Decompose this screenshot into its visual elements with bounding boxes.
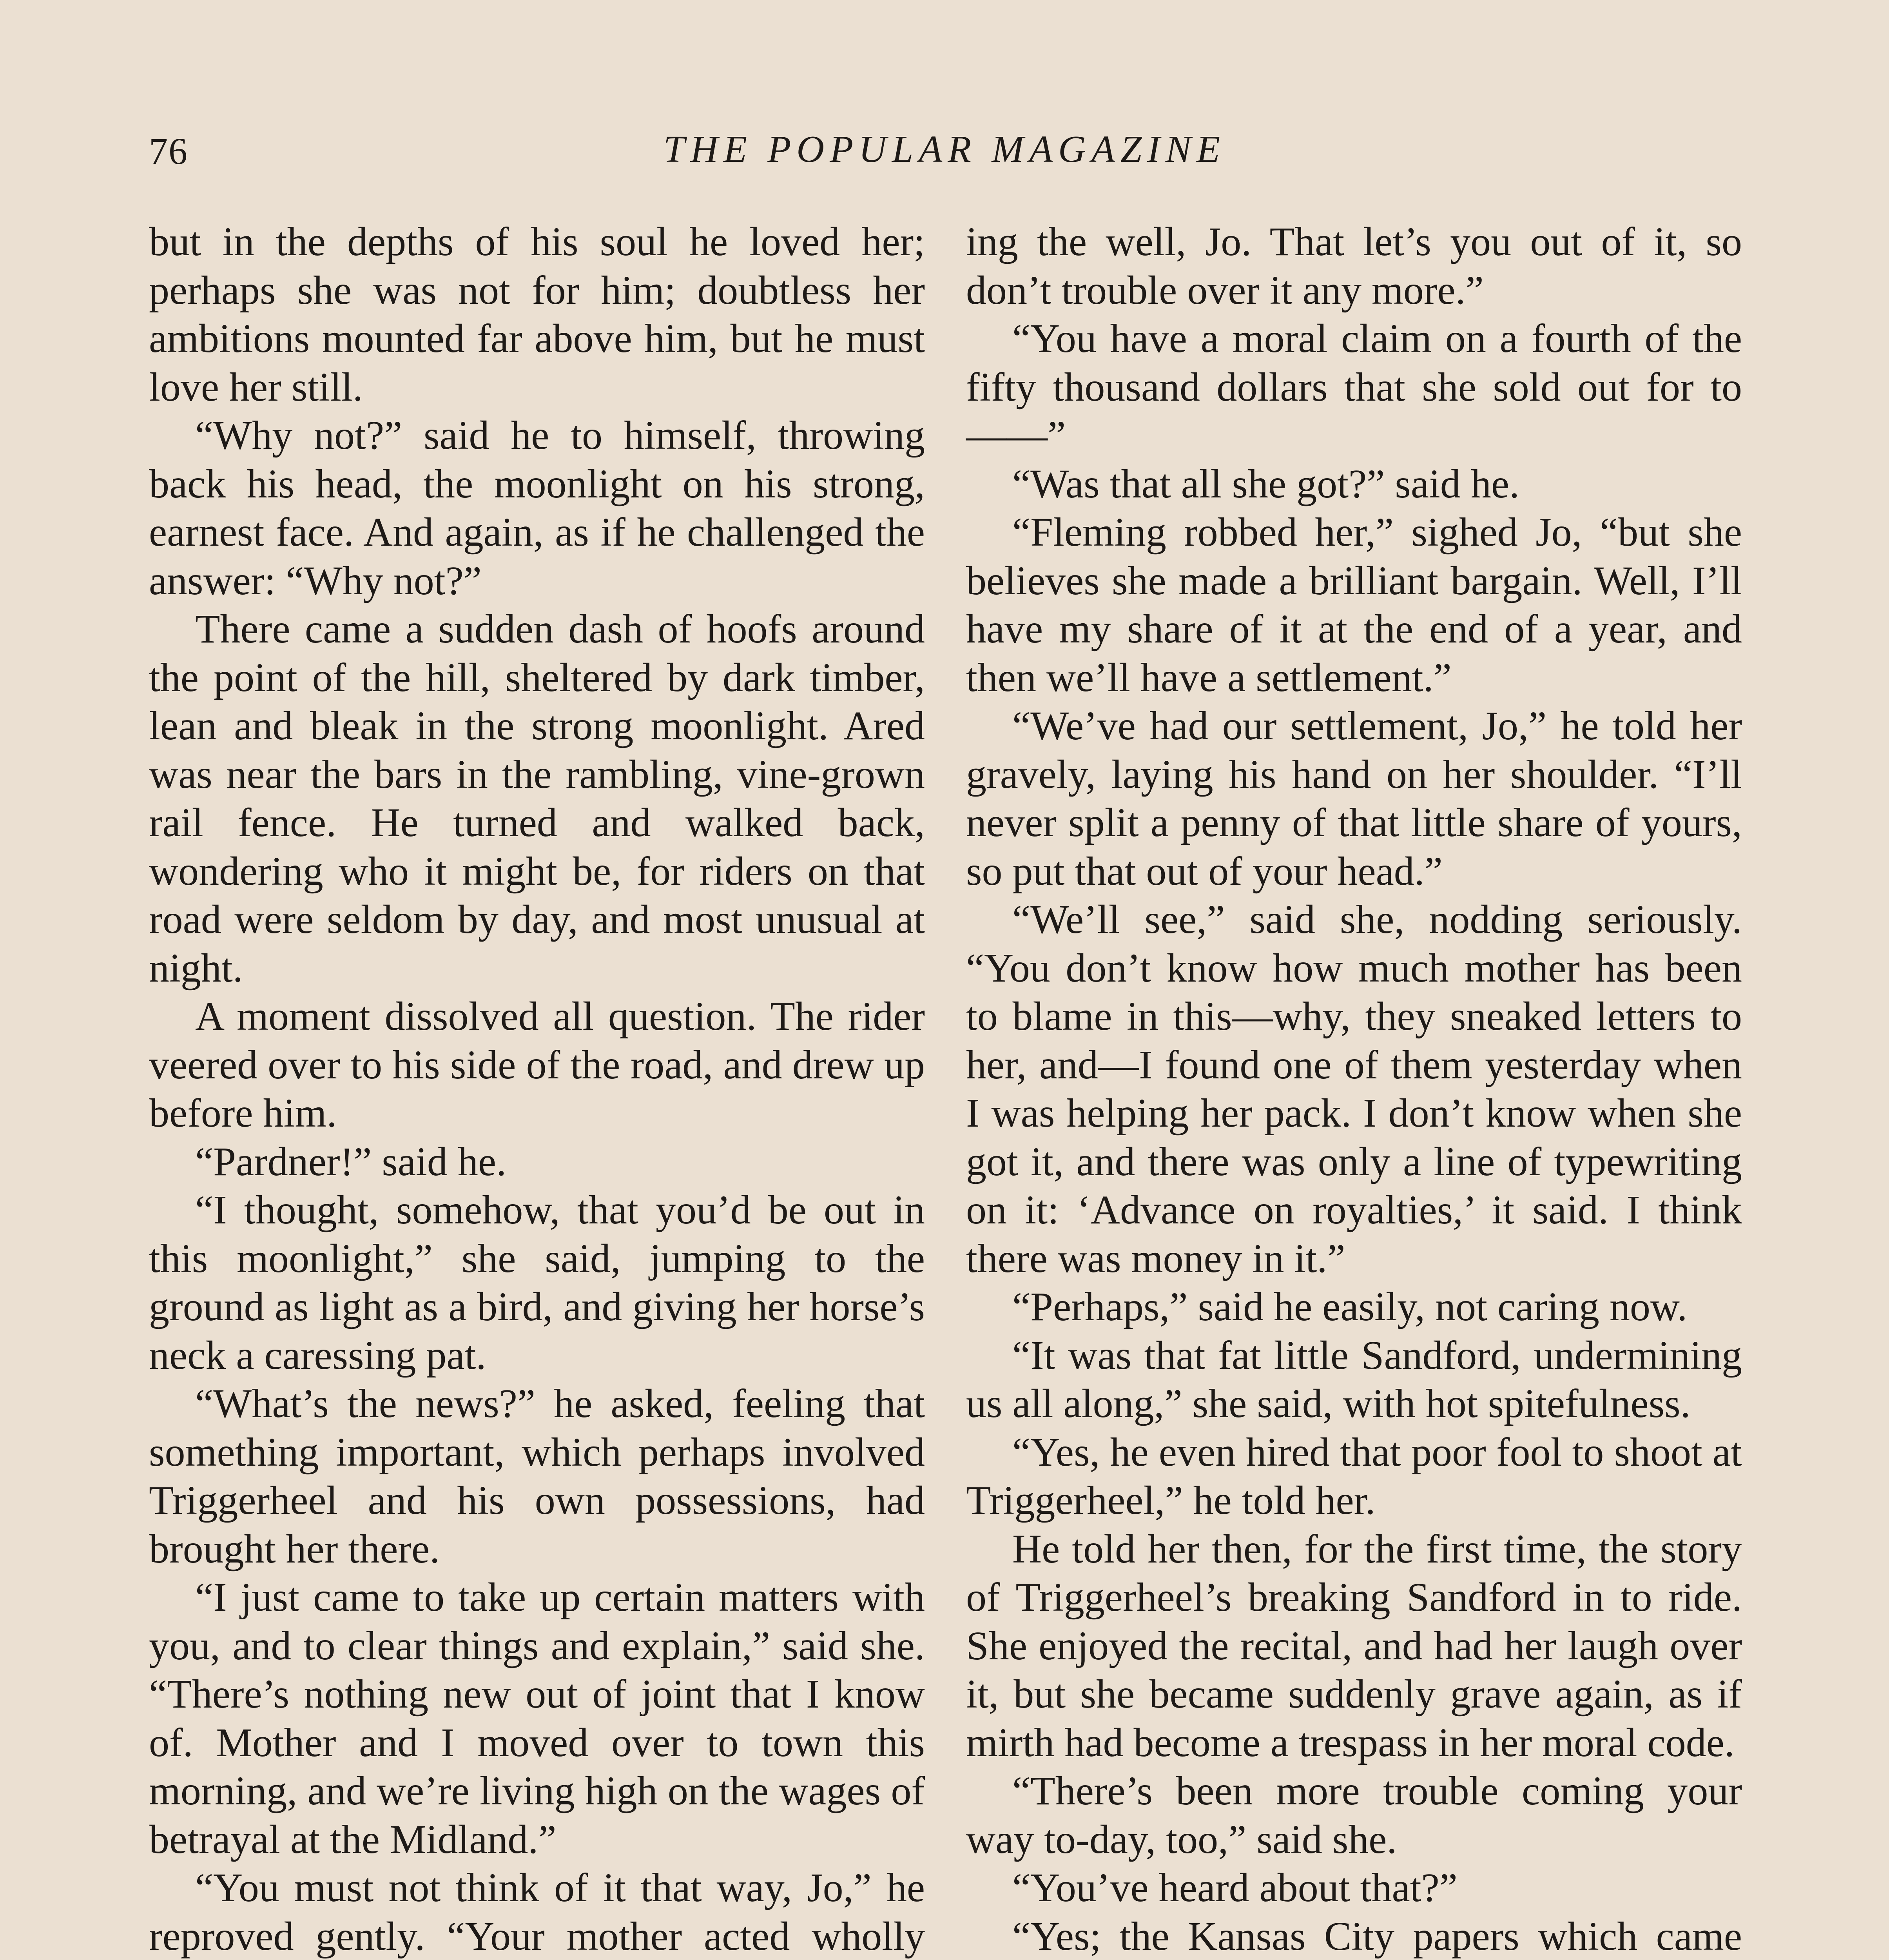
paragraph: “We’ve had our settlement, Jo,” he told her gravely, laying his hand on her shoulder. “I’ll never split a penny of that little share of yours, so put that out of your head.” <box>966 703 1742 894</box>
paragraph: “I just came to take up certain matters with you, and to clear things and explain,” said she. “There’s nothing new out of joint that I know of. Mother and I moved over to town this morning, and we’re living high on the wages of betrayal at the Midland.” <box>149 1575 925 1862</box>
left-column <box>149 218 925 1960</box>
paragraph: ing the well, Jo. That let’s you out of it, so don’t trouble over it any more.” <box>966 219 1742 313</box>
paragraph: “It was that fat little Sandford, undermining us all along,” she said, with hot spitefulness. <box>966 1332 1742 1426</box>
paragraph: “Yes; the Kansas City papers which came <box>1012 1913 1742 1959</box>
paragraph: “What’s the news?” he asked, feeling that something important, which perhaps involved Triggerheel and his own possessions, had brought her there. <box>149 1381 925 1572</box>
paragraph: “You’ve heard about that?” <box>1012 1865 1458 1910</box>
paragraph: There came a sudden dash of hoofs around the point of the hill, sheltered by dark timber, lean and bleak in the strong moonlight. Ared was near the bars in the rambling, vine-grown rail fence. He turned and walked back, wondering who it might be, for riders on that road were seldom by day, and most unusual at night. <box>149 606 925 991</box>
paragraph: “There’s been more trouble coming your way to-day, too,” said she. <box>966 1768 1742 1862</box>
paragraph: “Yes, he even hired that poor fool to shoot at Triggerheel,” he told her. <box>966 1429 1742 1523</box>
paragraph: “Perhaps,” said he easily, not caring now. <box>1012 1284 1688 1329</box>
running-title: THE POPULAR MAGAZINE <box>663 128 1226 171</box>
paragraph: “I thought, somehow, that you’d be out in this moonlight,” she said, jumping to the ground as light as a bird, and giving her horse’s neck a caressing pat. <box>149 1187 925 1378</box>
paragraph: but in the depths of his soul he loved her; perhaps she was not for him; doubtless her ambitions mounted far above him, but he must love her still. <box>149 219 925 410</box>
paragraph: He told her then, for the first time, the story of Triggerheel’s breaking Sandford in to ride. She enjoyed the recital, and had her laugh over it, but she became suddenly grave again, as if mirth had become a trespass in her moral code. <box>966 1526 1742 1765</box>
paragraph: “You have a moral claim on a fourth of the fifty thousand dollars that she sold out for to——” <box>966 316 1742 458</box>
paragraph: “Pardner!” said he. <box>195 1139 507 1184</box>
paragraph: “We’ll see,” said she, nodding seriously. “You don’t know how much mother has been to blame in this—why, they sneaked letters to her, and—I found one of them yesterday when I was helping her pack. I don’t know when she got it, and there was only a line of typewriting on it: ‘Advance on royalties,’ it said. I think there was money in it.” <box>966 897 1742 1281</box>
paragraph: A moment dissolved all question. The rider veered over to his side of the road, and drew up before him. <box>149 994 925 1136</box>
paragraph: “Fleming robbed her,” sighed Jo, “but she believes she made a brilliant bargain. Well, I’ll have my share of it at the end of a year, and then we’ll have a settlement.” <box>966 510 1742 700</box>
page-number: 76 <box>149 130 188 172</box>
paragraph: “You must not think of it that way, Jo,” he reproved gently. “Your mother acted wholly <box>149 1865 925 1959</box>
paragraph: “Was that all she got?” said he. <box>1012 461 1520 506</box>
paragraph: “Why not?” said he to himself, throwing back his head, the moonlight on his strong, earnest face. And again, as if he challenged the answer: “Why not?” <box>149 413 925 603</box>
right-column <box>966 218 1742 1960</box>
